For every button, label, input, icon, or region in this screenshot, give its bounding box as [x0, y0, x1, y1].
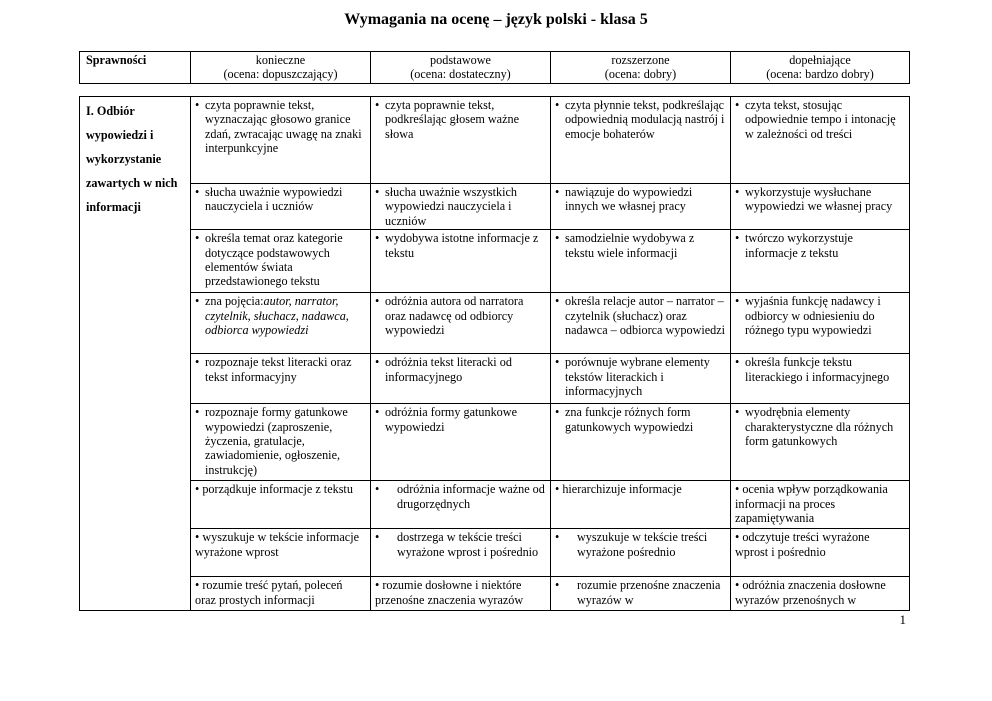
requirement-text: zna pojęcia:autor, narrator, czytelnik, słuchacz, nadawca, odbiorca wypowiedzi — [205, 294, 349, 338]
table-cell — [731, 230, 910, 293]
requirement-text: odróżnia tekst literacki od informacyjnego — [385, 355, 512, 384]
table-cell — [551, 230, 731, 293]
requirement-text: odróżnia informacje ważne od drugorzędnych — [397, 482, 545, 511]
table-row — [80, 184, 910, 230]
bullet-icon — [735, 98, 745, 141]
bullet-icon — [375, 98, 385, 141]
bullet-icon — [195, 185, 205, 214]
table-cell — [551, 577, 731, 611]
requirement-text: samodzielnie wydobywa z tekstu wiele informacji — [565, 231, 695, 260]
bullet-icon — [735, 294, 745, 337]
bullet-icon — [375, 405, 385, 434]
table-cell — [551, 354, 731, 404]
requirement-text: wyszukuje w tekście treści wyrażone pośrednio — [577, 530, 708, 559]
table-cell — [731, 404, 910, 481]
page-number: 1 — [899, 612, 906, 627]
table-cell — [371, 293, 551, 354]
table-cell — [371, 529, 551, 577]
requirement-text: nawiązuje do wypowiedzi innych we własnej pracy — [565, 185, 693, 214]
header-table — [79, 51, 910, 84]
bullet-icon — [735, 355, 745, 384]
requirement-text: czyta tekst, stosując odpowiednie tempo i intonację w zależności od treści — [745, 98, 896, 141]
bullet-icon — [195, 231, 205, 289]
table-cell — [731, 293, 910, 354]
table-cell — [551, 404, 731, 481]
table-row — [80, 404, 910, 481]
bullet-icon — [375, 530, 397, 559]
requirement-text: wydobywa istotne informacje z tekstu — [385, 231, 539, 260]
table-row — [80, 577, 910, 611]
bullet-icon — [375, 355, 385, 384]
bullet-icon — [555, 578, 577, 607]
requirement-text: odróżnia formy gatunkowe wypowiedzi — [385, 405, 517, 434]
bullet-icon — [555, 355, 565, 398]
table-cell: • wyszukuje w tekście informacje wyrażone wprost — [191, 529, 371, 577]
bullet-icon — [555, 294, 565, 337]
bullet-icon — [195, 405, 205, 477]
bullet-icon — [195, 355, 205, 384]
requirement-text: rozumie przenośne znaczenia wyrazów w — [577, 578, 721, 607]
table-cell — [371, 230, 551, 293]
requirement-text: określa funkcje tekstu literackiego i informacyjnego — [745, 355, 890, 384]
table-cell — [191, 293, 371, 354]
table-cell — [371, 184, 551, 230]
table-cell — [551, 529, 731, 577]
table-cell — [731, 354, 910, 404]
table-cell — [191, 404, 371, 481]
table-row — [80, 481, 910, 529]
requirement-text: określa temat oraz kategorie dotyczące podstawowych elementów świata przedstawionego tekstu — [205, 231, 343, 289]
table-cell: • odczytuje treści wyrażone wprost i pośrednio — [731, 529, 910, 577]
table-cell — [551, 97, 731, 184]
table-cell: • ocenia wpływ porządkowania informacji na proces zapamiętywania — [731, 481, 910, 529]
table-cell — [371, 481, 551, 529]
table-cell — [371, 404, 551, 481]
bullet-icon — [735, 231, 745, 260]
table-cell — [191, 97, 371, 184]
bullet-icon — [375, 231, 385, 260]
requirement-text: określa relacje autor – narrator – czytelnik (słuchacz) oraz nadawca – odbiorca wypowiedzi — [565, 294, 726, 338]
bullet-icon — [555, 231, 565, 260]
table-cell: • hierarchizuje informacje — [551, 481, 731, 529]
table-cell — [371, 97, 551, 184]
table-cell — [551, 293, 731, 354]
requirement-text: wykorzystuje wysłuchane wypowiedzi we własnej pracy — [745, 185, 893, 214]
header-col-1: konieczne (ocena: dopuszczający) — [191, 52, 371, 84]
requirement-text: zna funkcje różnych form gatunkowych wypowiedzi — [565, 405, 694, 434]
bullet-icon — [735, 405, 745, 448]
header-skills: Sprawności — [80, 52, 191, 84]
table-cell — [551, 184, 731, 230]
table-cell — [731, 97, 910, 184]
requirement-text: twórczo wykorzystuje informacje z tekstu — [745, 231, 853, 260]
requirement-text: odróżnia autora od narratora oraz nadawcę od odbiorcy wypowiedzi — [385, 294, 524, 338]
requirement-text: słucha uważnie wypowiedzi nauczyciela i uczniów — [205, 185, 343, 214]
bullet-icon — [555, 530, 577, 559]
requirement-text: rozpoznaje formy gatunkowe wypowiedzi (zaproszenie, życzenia, gratulacje, zawiadomienie, ogłoszenie, instrukcję) — [205, 405, 348, 477]
bullet-icon — [555, 98, 565, 141]
table-row — [80, 354, 910, 404]
bullet-icon — [375, 294, 385, 337]
requirement-text: rozpoznaje tekst literacki oraz tekst informacyjny — [205, 355, 352, 384]
requirement-text: dostrzega w tekście treści wyrażone wprost i pośrednio — [397, 530, 539, 559]
table-row — [80, 529, 910, 577]
requirement-text: porównuje wybrane elementy tekstów literackich i informacyjnych — [565, 355, 710, 399]
category-cell: I. Odbiór wypowiedzi i wykorzystanie zawartych w nich informacji — [80, 97, 191, 611]
page-title: Wymagania na ocenę – język polski - klasa 5 — [344, 11, 648, 28]
header-col-4: dopełniające (ocena: bardzo dobry) — [731, 52, 910, 84]
table-cell — [191, 354, 371, 404]
requirement-text: czyta płynnie tekst, podkreślając odpowiednią modulacją nastrój i emocje bohaterów — [565, 98, 725, 141]
bullet-icon — [375, 482, 397, 511]
bullet-icon — [195, 98, 205, 156]
requirement-text: czyta poprawnie tekst, wyznaczając głosowo granice zdań, zwracając uwagę na znaki interpunkcyjne — [205, 98, 362, 156]
table-cell — [191, 230, 371, 293]
table-cell — [371, 354, 551, 404]
bullet-icon — [195, 294, 205, 337]
bullet-icon — [555, 405, 565, 434]
requirement-text: słucha uważnie wszystkich wypowiedzi nauczyciela i uczniów — [385, 185, 517, 228]
table-cell: • rozumie dosłowne i niektóre przenośne znaczenia wyrazów — [371, 577, 551, 611]
requirement-text: czyta poprawnie tekst, podkreślając głosem ważne słowa — [385, 98, 520, 141]
table-cell: • odróżnia znaczenia dosłowne wyrazów przenośnych w — [731, 577, 910, 611]
requirements-table — [79, 96, 910, 611]
header-col-2: podstawowe (ocena: dostateczny) — [371, 52, 551, 84]
table-cell: • porządkuje informacje z tekstu — [191, 481, 371, 529]
bullet-icon — [555, 185, 565, 214]
header-col-3: rozszerzone (ocena: dobry) — [551, 52, 731, 84]
bullet-icon — [735, 185, 745, 214]
table-cell — [191, 184, 371, 230]
table-row — [80, 230, 910, 293]
requirement-text: wyodrębnia elementy charakterystyczne dla różnych form gatunkowych — [745, 405, 894, 449]
requirement-text: wyjaśnia funkcję nadawcy i odbiorcy w odniesieniu do różnego typu wypowiedzi — [745, 294, 881, 338]
bullet-icon — [375, 185, 385, 228]
table-cell: • rozumie treść pytań, poleceń oraz prostych informacji — [191, 577, 371, 611]
table-cell — [731, 184, 910, 230]
table-row — [80, 97, 910, 184]
table-row — [80, 293, 910, 354]
